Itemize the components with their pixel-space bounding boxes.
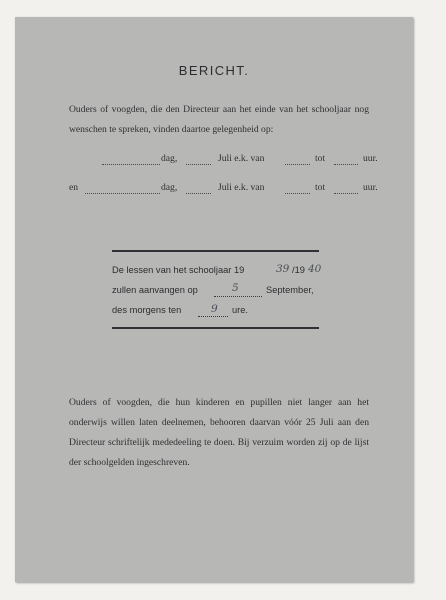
ure-label: ure. (232, 305, 249, 315)
appointment-row-2 (69, 182, 378, 196)
dag-label: dag, (161, 153, 178, 164)
day-blank (214, 296, 262, 297)
year-slash: /19 (292, 265, 305, 275)
notice-year-text: De lessen van het schooljaar 19 (112, 265, 245, 275)
to-time-blank (334, 193, 358, 194)
juli-label: Juli e.k. van (218, 153, 265, 164)
appointment-row-1 (69, 153, 378, 167)
day-blank (102, 164, 160, 165)
date-blank (186, 164, 211, 165)
handwritten-hour: 9 (211, 303, 218, 315)
tot-label: tot (315, 182, 326, 193)
closing-paragraph: Ouders of voogden, die hun kinderen en pupillen niet langer aan het onderwijs willen laten deelnemen, behooren daarvan vóór 25 Juli aan den Directeur schriftelijk mededeeling te doen. Bij verzuim worden zij op de lijst der schoolgelden ingeschreven. (69, 397, 369, 468)
row-prefix: en (69, 182, 79, 193)
handwritten-year-1: 39 (276, 263, 290, 275)
juli-label: Juli e.k. van (218, 182, 265, 193)
notice-bottom-rule (112, 327, 319, 329)
from-time-blank (285, 193, 310, 194)
uur-label: uur. (363, 153, 378, 164)
tot-label: tot (315, 153, 326, 164)
dag-label: dag, (161, 182, 178, 193)
handwritten-day: 5 (232, 282, 239, 294)
page-title: BERICHT. (178, 63, 250, 78)
date-blank (186, 193, 211, 194)
handwritten-year-2: 40 (308, 263, 322, 275)
form-page (15, 17, 413, 582)
hour-blank (198, 316, 228, 317)
day-blank (85, 193, 160, 194)
intro-paragraph: Ouders of voogden, die den Directeur aan het einde van het schooljaar nog wenschen te spreken, vinden daartoe gelegenheid op: (69, 104, 369, 135)
month-label: September, (266, 285, 314, 295)
to-time-blank (334, 164, 358, 165)
notice-start-text: zullen aanvangen op (112, 285, 198, 295)
notice-top-rule (112, 250, 319, 252)
uur-label: uur. (363, 182, 378, 193)
from-time-blank (285, 164, 310, 165)
notice-time-text: des morgens ten (112, 305, 182, 315)
